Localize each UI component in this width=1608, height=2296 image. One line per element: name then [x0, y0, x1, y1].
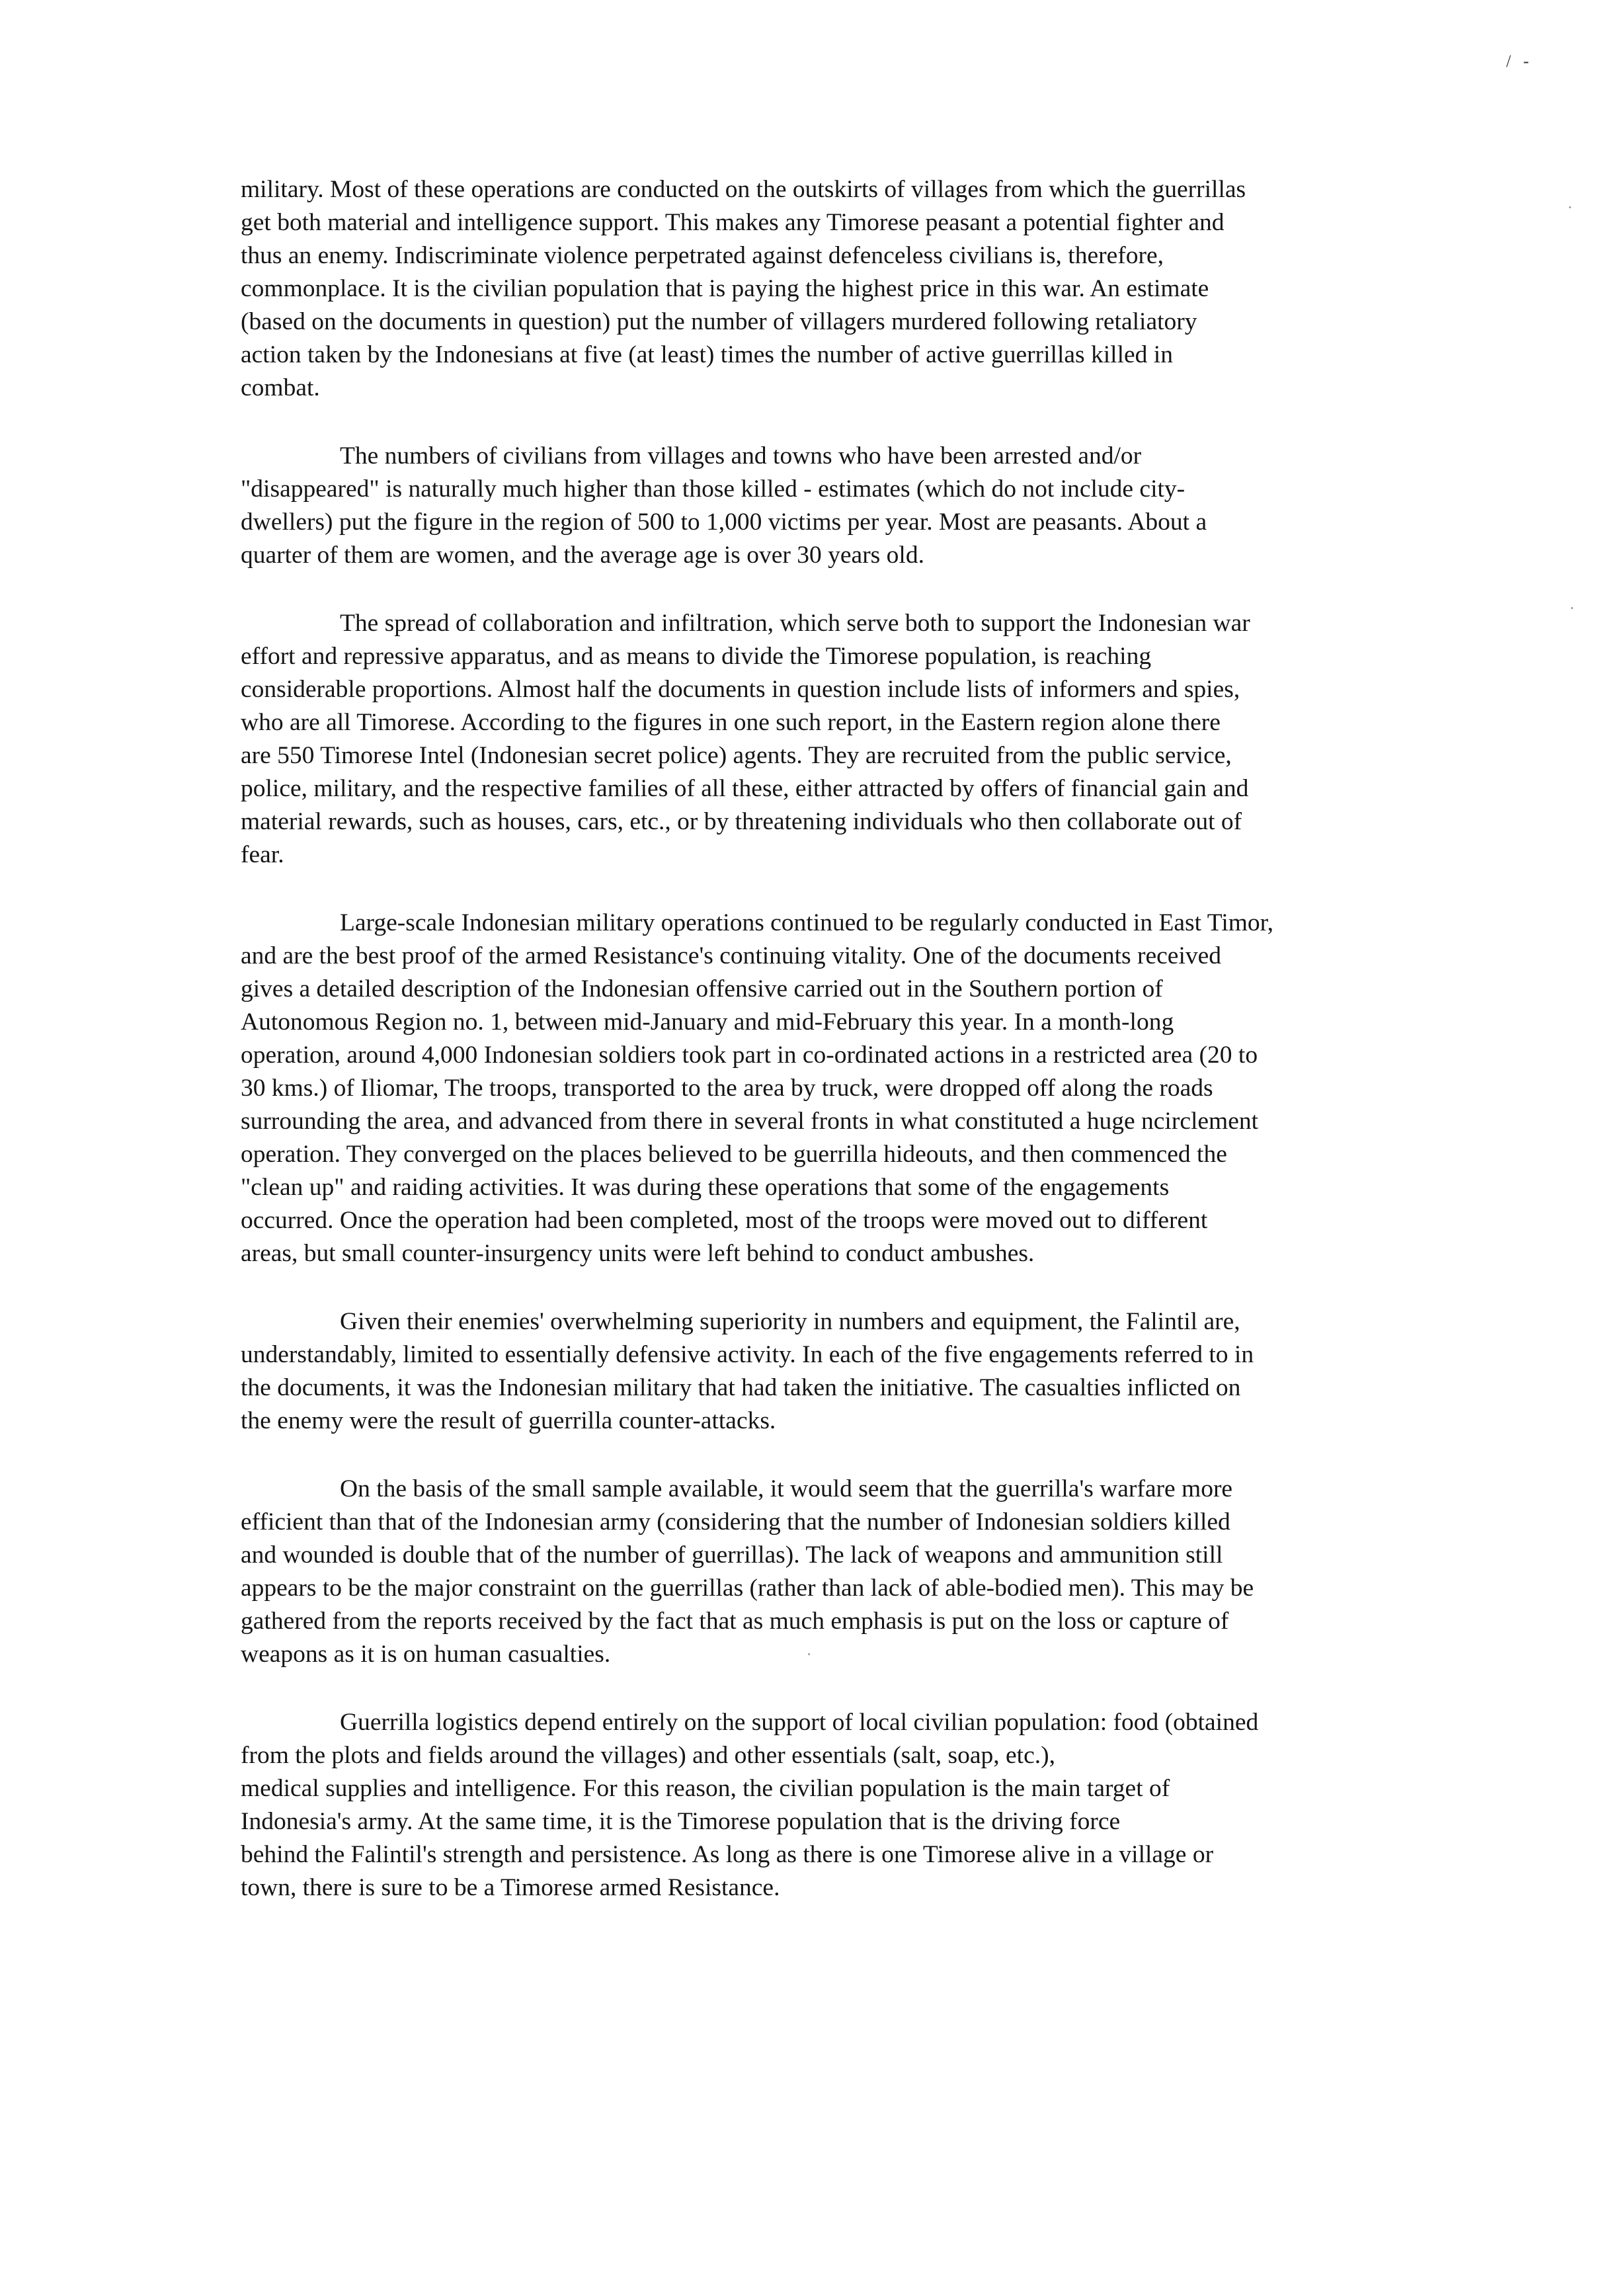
text-line: considerable proportions. Almost half the documents in question include lists of informers and spies, — [241, 676, 1240, 703]
text-line: quarter of them are women, and the average age is over 30 years old. — [241, 542, 924, 569]
text-line: understandably, limited to essentially defensive activity. In each of the five engagements referred to in — [241, 1341, 1254, 1368]
text-line: On the basis of the small sample available, it would seem that the guerrilla's warfare more — [340, 1475, 1233, 1502]
text-line: operation. They converged on the places believed to be guerrilla hideouts, and then commenced the — [241, 1141, 1227, 1168]
paragraph — [241, 1706, 1394, 1905]
text-line: dwellers) put the figure in the region of 500 to 1,000 victims per year. Most are peasants. About a — [241, 509, 1207, 536]
text-line: Guerrilla logistics depend entirely on the support of local civilian population: food (obtained — [340, 1709, 1259, 1736]
text-line: behind the Falintil's strength and persistence. As long as there is one Timorese alive in a village or — [241, 1841, 1214, 1868]
paragraph — [241, 1473, 1394, 1671]
text-line: weapons as it is on human casualties. — [241, 1641, 611, 1668]
text-line: and wounded is double that of the number of guerrillas). The lack of weapons and ammunition still — [241, 1541, 1223, 1569]
text-line: are 550 Timorese Intel (Indonesian secret police) agents. They are recruited from the public service, — [241, 742, 1232, 769]
text-line: surrounding the area, and advanced from there in several fronts in what constituted a huge ncirclement — [241, 1108, 1259, 1135]
text-line: medical supplies and intelligence. For this reason, the civilian population is the main target of — [241, 1775, 1170, 1802]
text-line: town, there is sure to be a Timorese armed Resistance. — [241, 1874, 780, 1901]
text-line: gives a detailed description of the Indonesian offensive carried out in the Southern portion of — [241, 975, 1163, 1003]
text-line: thus an enemy. Indiscriminate violence perpetrated against defenceless civilians is, therefore, — [241, 242, 1164, 269]
text-line: who are all Timorese. According to the figures in one such report, in the Eastern region alone there — [241, 709, 1221, 736]
text-line: the enemy were the result of guerrilla counter-attacks. — [241, 1407, 776, 1434]
text-line: 30 kms.) of Iliomar, The troops, transported to the area by truck, were dropped off along the roads — [241, 1075, 1213, 1102]
paragraph — [241, 440, 1394, 572]
text-line: occurred. Once the operation had been completed, most of the troops were moved out to different — [241, 1207, 1208, 1234]
text-line: areas, but small counter-insurgency units were left behind to conduct ambushes. — [241, 1240, 1035, 1267]
text-line: get both material and intelligence support. This makes any Timorese peasant a potential fighter and — [241, 209, 1225, 236]
text-line: commonplace. It is the civilian population that is paying the highest price in this war. An estimate — [241, 275, 1209, 302]
text-line: Given their enemies' overwhelming superiority in numbers and equipment, the Falintil are, — [340, 1308, 1240, 1335]
paragraph — [241, 173, 1394, 405]
text-line: from the plots and fields around the villages) and other essentials (salt, soap, etc.), — [241, 1742, 1055, 1769]
text-line: efficient than that of the Indonesian army (considering that the number of Indonesian soldiers killed — [241, 1508, 1230, 1536]
page-mark: / - — [1506, 52, 1533, 71]
text-line: "clean up" and raiding activities. It was during these operations that some of the engagements — [241, 1174, 1170, 1201]
document-body — [241, 173, 1394, 1940]
scan-speck — [1571, 607, 1573, 609]
text-line: The spread of collaboration and infiltration, which serve both to support the Indonesian war — [340, 610, 1250, 637]
paragraph — [241, 907, 1394, 1270]
text-line: military. Most of these operations are conducted on the outskirts of villages from which the guerrillas — [241, 176, 1246, 203]
text-line: operation, around 4,000 Indonesian soldiers took part in co-ordinated actions in a restricted area (20 to — [241, 1042, 1258, 1069]
text-line: material rewards, such as houses, cars, etc., or by threatening individuals who then collaborate out of — [241, 808, 1242, 835]
scan-speck — [1569, 206, 1571, 208]
text-line: Autonomous Region no. 1, between mid-January and mid-February this year. In a month-long — [241, 1008, 1174, 1036]
text-line: appears to be the major constraint on the guerrillas (rather than lack of able-bodied men). This may be — [241, 1575, 1254, 1602]
text-line: Large-scale Indonesian military operations continued to be regularly conducted in East Timor, — [340, 909, 1274, 936]
text-line: The numbers of civilians from villages and towns who have been arrested and/or — [340, 442, 1142, 470]
text-line: Indonesia's army. At the same time, it is the Timorese population that is the driving force — [241, 1808, 1121, 1835]
text-line: "disappeared" is naturally much higher than those killed - estimates (which do not include city- — [241, 475, 1186, 503]
text-line: action taken by the Indonesians at five (at least) times the number of active guerrillas killed in — [241, 341, 1173, 368]
text-line: gathered from the reports received by the fact that as much emphasis is put on the loss or capture of — [241, 1608, 1229, 1635]
text-line: effort and repressive apparatus, and as means to divide the Timorese population, is reaching — [241, 643, 1152, 670]
text-line: the documents, it was the Indonesian military that had taken the initiative. The casualties inflicted on — [241, 1374, 1241, 1401]
text-line: fear. — [241, 841, 284, 868]
paragraph — [241, 1305, 1394, 1438]
paragraph — [241, 607, 1394, 872]
text-line: and are the best proof of the armed Resistance's continuing vitality. One of the documents received — [241, 942, 1222, 969]
text-line: combat. — [241, 374, 320, 401]
text-line: police, military, and the respective families of all these, either attracted by offers of financial gain and — [241, 775, 1249, 802]
text-line: (based on the documents in question) put the number of villagers murdered following retaliatory — [241, 308, 1197, 335]
